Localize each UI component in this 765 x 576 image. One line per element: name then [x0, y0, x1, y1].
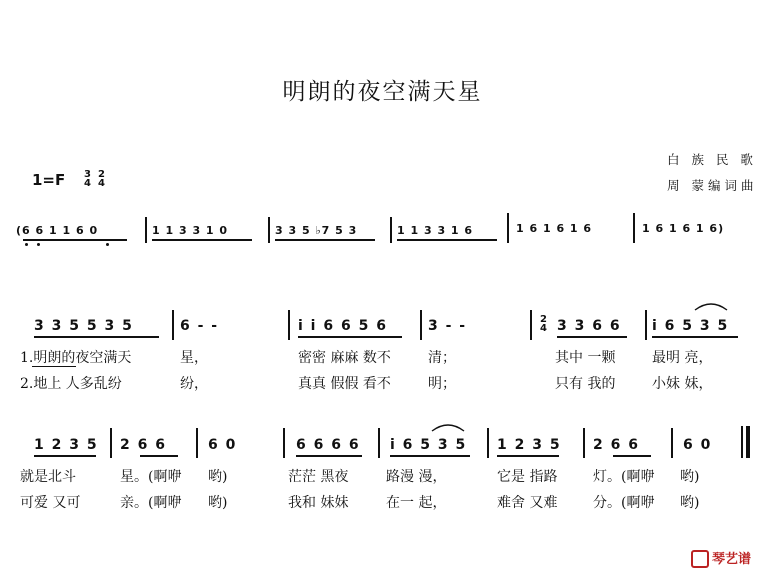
watermark-logo: 琴艺谱: [691, 548, 751, 569]
lyric-verse1: 密密 麻麻 数不: [298, 350, 391, 366]
barline-double-thin: [741, 426, 743, 458]
barline: [145, 217, 147, 243]
measure-notes: 6 6 6 6: [296, 437, 361, 453]
underline: [34, 455, 96, 457]
barline: [378, 428, 380, 458]
lyric-verse1: 1.明朗的夜空满天: [20, 350, 132, 366]
octave-dot: [25, 243, 28, 246]
underline: [390, 455, 470, 457]
time-signature-a: 3 4: [84, 169, 91, 189]
underline: [652, 336, 738, 338]
barline: [420, 310, 422, 340]
barline: [268, 217, 270, 243]
measure-notes: 1 2 3 5: [497, 437, 562, 453]
intro-measure-5: 1 6 1 6 1 6: [516, 222, 593, 235]
lyric-verse1: 其中 一颗: [555, 350, 616, 366]
barline: [671, 428, 673, 458]
lyric-verse1: 就是北斗: [20, 469, 76, 485]
measure-notes: 2 6 6: [593, 437, 640, 453]
barline: [196, 428, 198, 458]
lyric-verse2: 哟): [680, 495, 700, 511]
underline: [296, 455, 362, 457]
barline: [507, 213, 509, 243]
lyric-verse1: 最明 亮，: [652, 350, 713, 366]
credit-line-1: 白 族 民 歌: [667, 152, 757, 167]
measure-notes: 1 2 3 5: [34, 437, 99, 453]
logo-mark-icon: [691, 550, 709, 568]
lyric-verse2: 在一 起，: [386, 495, 447, 511]
lyric-underline: [32, 366, 76, 367]
measure-notes: 6 - -: [180, 318, 219, 334]
barline: [633, 213, 635, 243]
lyric-verse2: 只有 我的: [555, 376, 616, 392]
barline: [288, 310, 290, 340]
barline: [110, 428, 112, 458]
lyric-verse2: 可爱 又可: [20, 495, 81, 511]
underline: [557, 336, 627, 338]
intro-measure-4: 1 1 3 3 1 6: [397, 224, 474, 237]
lyric-verse1: 星。(啊咿: [120, 469, 182, 485]
intro-measure-3: 3 3 5 ♭7 5 3: [275, 224, 358, 237]
measure-notes: 2 6 6: [120, 437, 167, 453]
underline: [140, 455, 178, 457]
measure-notes: i i 6 6 5 6: [298, 318, 388, 334]
lyric-verse2: 小妹 妹，: [652, 376, 713, 392]
time-signature-b: 2 4: [98, 169, 105, 189]
barline: [487, 428, 489, 458]
time-signature-change: 2 4: [540, 314, 547, 334]
barline: [390, 217, 392, 243]
measure-notes: i 6 5 3 5: [652, 318, 729, 334]
lyric-verse2: 分。(啊咿: [593, 495, 655, 511]
credit-line-2: 周 蒙编词曲: [667, 178, 758, 193]
measure-notes: 6 0: [683, 437, 712, 453]
lyric-verse1: 哟): [680, 469, 700, 485]
lyric-verse2: 哟): [208, 495, 228, 511]
underline: [275, 239, 375, 241]
lyric-verse2: 我和 妹妹: [288, 495, 349, 511]
lyric-verse2: 明；: [428, 376, 456, 392]
measure-notes: i 6 5 3 5: [390, 437, 467, 453]
lyric-verse2: 真真 假假 看不: [298, 376, 391, 392]
measure-notes: 3 3 6 6: [557, 318, 622, 334]
intro-measure-1: (6 6 1 1 6 0: [16, 224, 99, 237]
lyric-verse2: 难舍 又难: [497, 495, 558, 511]
barline-double-thick: [746, 426, 750, 458]
underline: [23, 239, 127, 241]
barline: [283, 428, 285, 458]
barline: [530, 310, 532, 340]
underline: [34, 336, 159, 338]
slur: [430, 419, 466, 433]
lyric-verse1: 它是 指路: [497, 469, 558, 485]
lyric-verse1: 路漫 漫，: [386, 469, 447, 485]
measure-notes: 3 - -: [428, 318, 467, 334]
measure-notes: 6 0: [208, 437, 237, 453]
lyric-verse1: 哟): [208, 469, 228, 485]
lyric-verse2: 2.地上 人多乱纷: [20, 376, 122, 392]
lyric-verse1: 茫茫 黑夜: [288, 469, 349, 485]
barline: [583, 428, 585, 458]
lyric-verse1: 灯。(啊咿: [593, 469, 655, 485]
lyric-verse2: 亲。(啊咿: [120, 495, 182, 511]
octave-dot: [37, 243, 40, 246]
slur: [693, 298, 729, 312]
barline: [645, 310, 647, 340]
underline: [397, 239, 497, 241]
underline: [152, 239, 252, 241]
underline: [298, 336, 402, 338]
key-signature: 1=F: [32, 171, 66, 189]
page-title: 明朗的夜空满天星: [282, 79, 483, 105]
intro-measure-2: 1 1 3 3 1 0: [152, 224, 229, 237]
measure-notes: 3 3 5 5 3 5: [34, 318, 134, 334]
intro-measure-6: 1 6 1 6 1 6): [642, 222, 725, 235]
lyric-verse1: 星，: [180, 350, 208, 366]
lyric-verse1: 清；: [428, 350, 456, 366]
barline: [172, 310, 174, 340]
underline: [613, 455, 651, 457]
octave-dot: [106, 243, 109, 246]
lyric-verse2: 纷，: [180, 376, 208, 392]
underline: [497, 455, 559, 457]
